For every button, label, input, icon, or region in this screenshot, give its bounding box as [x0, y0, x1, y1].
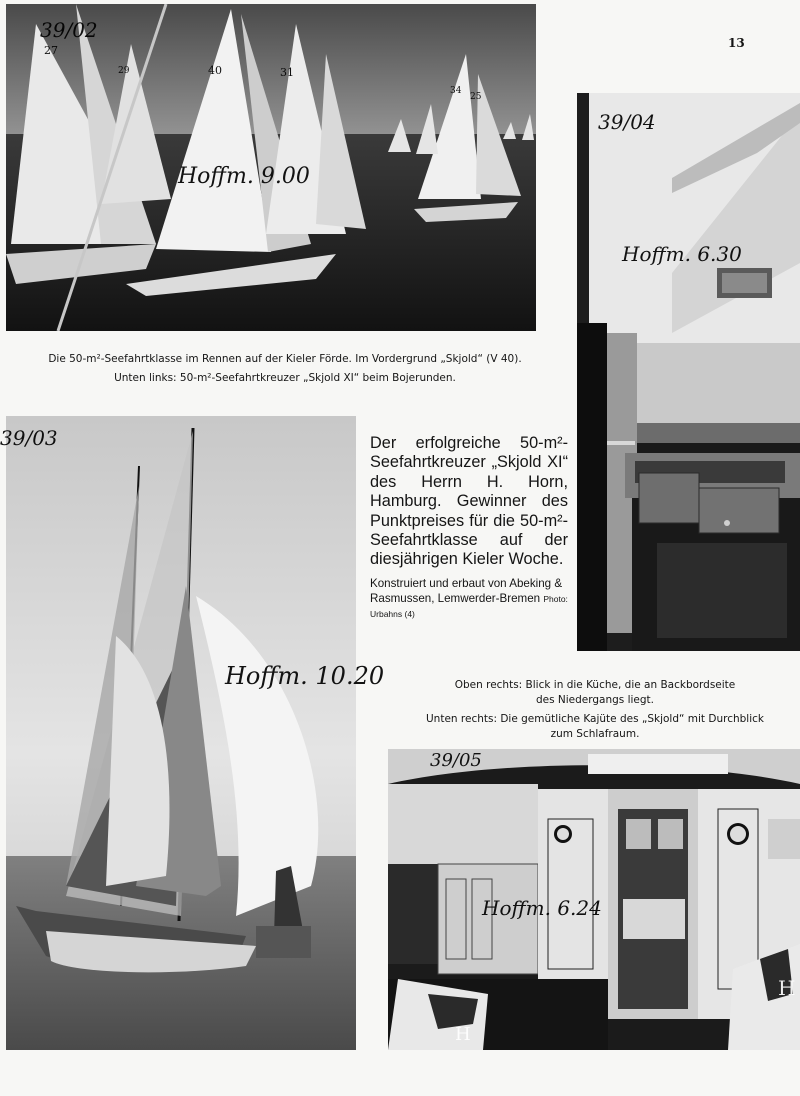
galley-price-note: Hoffm. 6.30 — [622, 242, 742, 266]
regatta-caption-line2: Unten links: 50-m²-Seefahrtkreuzer „Skjold XI“ beim Bojerunden. — [114, 372, 456, 385]
skjold-sailing-photo — [6, 416, 356, 1050]
right-bottom-caption — [390, 712, 800, 742]
regatta-price-note: Hoffm. 9.00 — [178, 164, 310, 189]
sail-number-27: 27 — [44, 44, 58, 57]
skjold-archive-note: 39/03 — [0, 426, 58, 450]
skjold-price-note: Hoffm. 10.20 — [225, 662, 385, 690]
regatta-caption-line1: Die 50-m²-Seefahrtklasse im Rennen auf der Kieler Förde. Im Vordergrund „Skjold“ (V 40). — [48, 353, 522, 365]
galley-photo — [577, 93, 800, 651]
photo-credit: Photo: Urbahns (4) — [370, 594, 568, 620]
right-bottom-caption-line1: Unten rechts: Die gemütliche Kajüte des „Skjold“ mit Durchblick — [426, 713, 764, 725]
feature-headline: Der erfolgreiche 50-m²-Seefahrtkreuzer „Skjold XI“ des Herrn H. Horn, Hamburg. Gewinner des Punktpreises für die 50-m²-Seefahrtklasse auf der diesjährigen Kieler Woche. — [370, 434, 568, 569]
right-top-caption — [390, 678, 800, 708]
sail-number-40: 40 — [208, 64, 222, 77]
page-number: 13 — [728, 36, 745, 50]
right-bottom-caption-line2: zum Schlafraum. — [550, 728, 640, 741]
feature-text-block — [370, 434, 568, 622]
sail-number-25: 25 — [470, 92, 482, 102]
cabin-cushion-letter-right: H — [778, 976, 796, 1000]
regatta-caption — [20, 352, 550, 386]
right-top-caption-line1: Oben rechts: Blick in die Küche, die an Backbordseite — [454, 679, 736, 691]
regatta-archive-note: 39/02 — [40, 18, 98, 42]
cabin-cushion-letter-left: H — [455, 1024, 471, 1045]
sail-number-31: 31 — [280, 66, 294, 79]
feature-credits — [370, 576, 568, 622]
sail-number-29: 29 — [118, 66, 130, 76]
cabin-archive-note: 39/05 — [430, 750, 482, 771]
sail-number-34: 34 — [450, 86, 462, 96]
cabin-price-note: Hoffm. 6.24 — [482, 896, 602, 920]
right-top-caption-line2: des Niedergangs liegt. — [535, 694, 655, 707]
builder-credit: Konstruiert und erbaut von Abeking & Rasmussen, Lemwerder-Bremen — [370, 576, 563, 606]
galley-archive-note: 39/04 — [598, 110, 656, 134]
